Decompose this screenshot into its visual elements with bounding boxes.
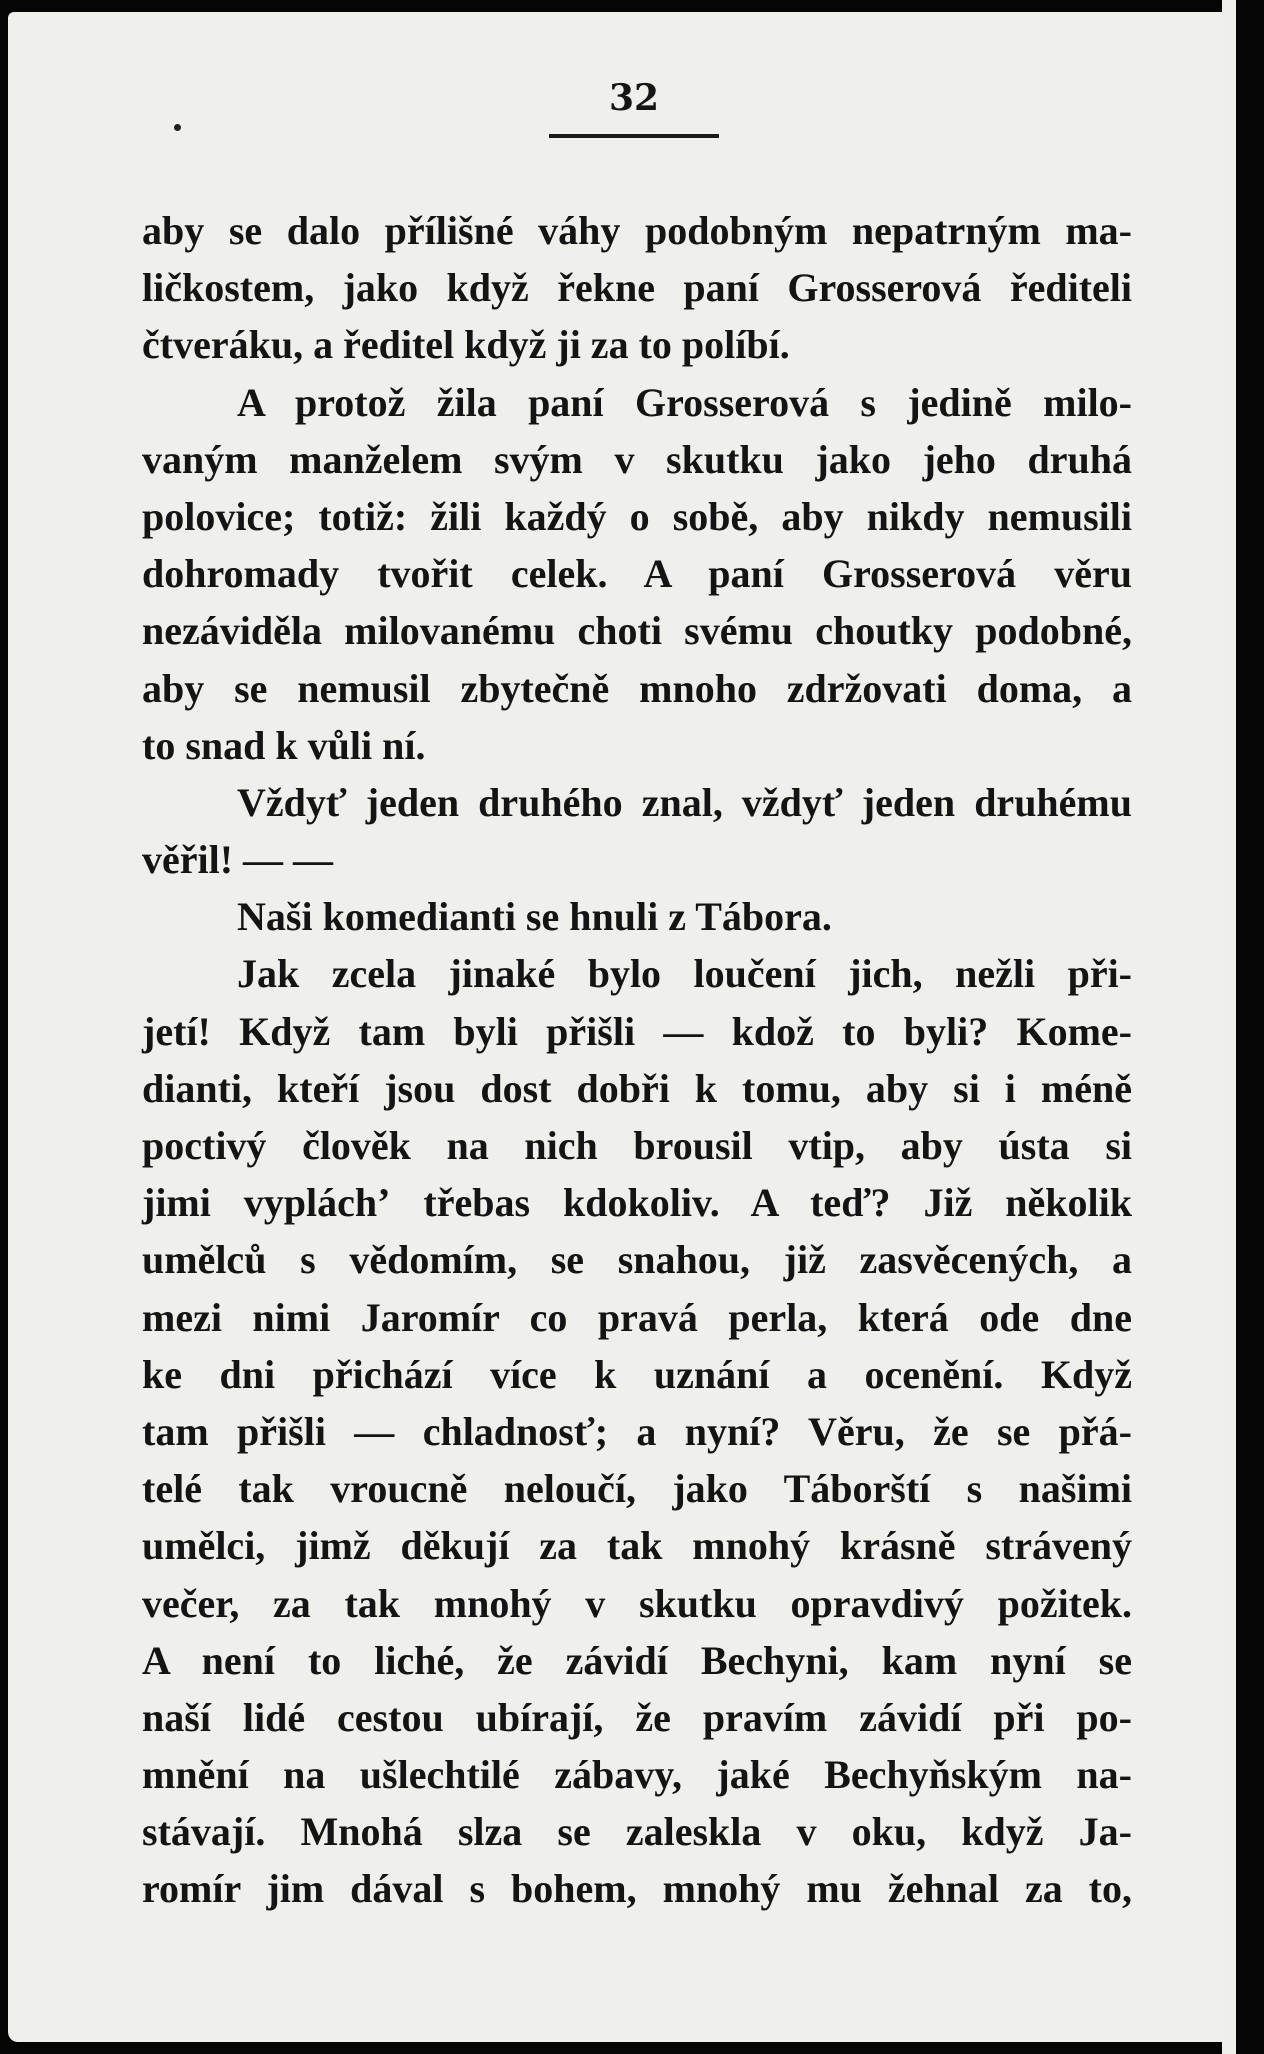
text-line: A není to liché, že závidí Bechyni, kam nyní se (142, 1637, 1132, 1683)
text-line: večer, za tak mnohý v skutku opravdivý požitek. (142, 1580, 1132, 1626)
header-rule (549, 134, 719, 138)
text-line: dianti, kteří jsou dost dobři k tomu, aby si i méně (142, 1065, 1132, 1111)
text-line: ličkostem, jako když řekne paní Grosserová řediteli (142, 265, 1132, 311)
text-line: nezáviděla milovanému choti svému choutky podobné, (142, 608, 1132, 654)
book-page (8, 12, 1230, 2042)
text-line: poctivý člověk na nich brousil vtip, aby ústa si (142, 1123, 1132, 1168)
adjacent-page-edge (1222, 0, 1236, 2054)
text-line: věřil! — — (142, 837, 334, 883)
text-line: mezi nimi Jaromír co pravá perla, která ode dne (142, 1294, 1132, 1340)
text-line: čtveráku, a ředitel když ji za to políbí. (142, 322, 790, 368)
text-line: dohromady tvořit celek. A paní Grosserová věru (142, 551, 1132, 597)
text-line: ke dni přichází více k uznání a ocenění. Když (142, 1351, 1132, 1397)
ink-speck (174, 124, 181, 131)
text-line: tam přišli — chladnosť; a nyní? Věru, že se přá- (142, 1408, 1132, 1454)
text-line: stávají. Mnohá slza se zaleskla v oku, když Ja- (142, 1809, 1132, 1855)
text-line: Naši komedianti se hnuli z Tábora. (237, 894, 832, 940)
text-line: mnění na ušlechtilé zábavy, jaké Bechyňským na- (142, 1752, 1132, 1798)
text-line: aby se dalo přílišné váhy podobným nepatrným ma- (142, 208, 1132, 253)
text-line: polovice; totiž: žili každý o sobě, aby nikdy nemusili (142, 493, 1132, 539)
scan-border (1236, 0, 1264, 2054)
text-line: jetí! Když tam byli přišli — kdož to byli? Kome- (142, 1008, 1132, 1054)
text-line: telé tak vroucně neloučí, jako Táborští s našimi (142, 1466, 1132, 1512)
text-line: romír jim dával s bohem, mnohý mu žehnal za to, (142, 1866, 1132, 1912)
text-line: umělců s vědomím, se snahou, již zasvěcených, a (142, 1237, 1132, 1283)
text-line: naší lidé cestou ubírají, že pravím závidí při po- (142, 1694, 1132, 1740)
page-header (544, 78, 724, 138)
text-line: aby se nemusil zbytečně mnoho zdržovati doma, a (142, 665, 1132, 711)
text-line: to snad k vůli ní. (142, 722, 426, 768)
text-line: Jak zcela jinaké bylo loučení jich, nežli při- (237, 951, 1132, 997)
text-line: A protož žila paní Grosserová s jedině milo- (237, 379, 1132, 425)
text-line: Vždyť jeden druhého znal, vždyť jeden druhému (237, 779, 1132, 825)
text-line: jimi vypláchʼ třebas kdokoliv. A teď? Již několik (142, 1180, 1132, 1226)
text-line: umělci, jimž děkují za tak mnohý krásně strávený (142, 1523, 1132, 1569)
text-line: vaným manželem svým v skutku jako jeho druhá (142, 436, 1132, 482)
page-number: 32 (608, 77, 660, 119)
body-text (142, 202, 1132, 1918)
